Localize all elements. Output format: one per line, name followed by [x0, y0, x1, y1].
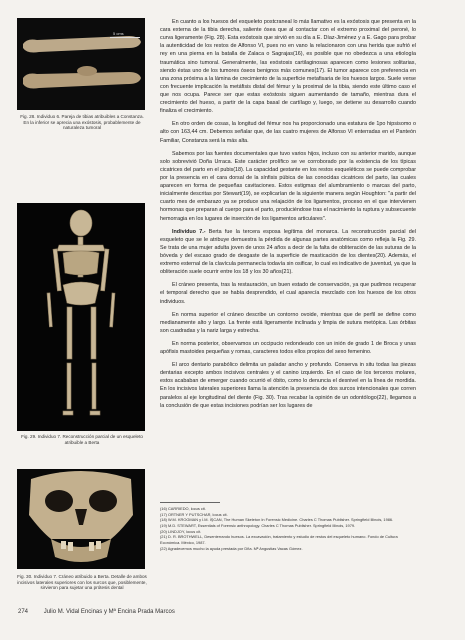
footnote: (19) M.D. STEWART, Essentials of Forensic anthropology. Charles C Thomas Publisher. Springfield Illinois, 1979.: [160, 522, 356, 528]
paragraph: El cráneo presenta, tras la restauración, un buen estado de conservación, ya que pudimos recuperar el temporal derecho que se había desprendido, el cual aparecía mezclado con los huesos de los otros individuos.: [160, 282, 416, 305]
figure-30-skull-photo: [17, 469, 145, 569]
footnotes: [160, 502, 416, 551]
paragraph: En norma posterior, observamos un occipucio redondeado con un inión de grado 1 de Broca y unas apófisis mastoides pequeñas y romas, caracteres todos ellos propios del sexo femenino.: [160, 340, 416, 356]
body-text: [160, 18, 416, 415]
authors: Julio M. Vidal Encinas y Mª Encina Prada Marcos: [43, 609, 175, 615]
scale-bar: [110, 37, 140, 38]
paragraph: En cuanto a los huesos del esqueleto postcraneal lo más llamativo es la exóstosis que presenta en la cara externa de la tibia derecha, saliente ósea que al contactar con el extremo proximal del peroné, lo curva ligeramente (Fig. 28). Esta exóstosis que sirvió en su día a E. Díaz-Jiménez y a E. Gago para probar la autenticidad de los restos de Alfonso VI, pues no en vano la relacionaron con una herida que sufrió el rey en una pierna en la batalla de Zalaca o Sagrajas(16), es posible que no obedezca a una etiología traumática sino tumoral. Generalmente, las exóstosis cartilaginosas aparecen como lesiones solitarias, siendo éstas uno de los tumores óseos benignos más comunes(17). El tumor aparece con preferencia en una zona próxima a la lámina de crecimiento de la superficie metafisaria de los huesos largos. Suele verse con frecuente implicación la metáfisis distal del fémur y la proximal de la tibia, siendo este último caso el que nos ocupa. Parece ser que estas exóstosis siguen aumentando de tamaño, mientras dura el crecimiento del hueso, a partir de la capa basal de cartílago y, luego, se detiene su desarrollo cuando finaliza el crecimiento.: [160, 19, 416, 115]
page-footer: [18, 609, 189, 615]
paragraph: Sabemos por las fuentes documentales que tuvo varios hijos, incluso con su anterior marido, aunque solo sobrevivió Doña Urraca. Este carácter prolífico se ve corroborado por la existencia de los típicas cicatrices del parto en el pubis(18). La capacidad gestante en los restos esqueléticos se puede comprobar por la presencia en el cara dorsal de la sínfisis púbica de las conocidas cicatrices del parto, las cuales aparecen en forma de pequeñas cavitaciones. Estos estigmas del alumbramiento o marcas del parto, inicialmente descritas por Stewart(19), se explicarían de la siguiente manera según Houghton: "a partir del cuarto mes de embarazo ya se produce una relajación de los ligamentos, proceso en el que intervienen hormonas que preparan al cuerpo para el parto, produciéndose tras el nacimiento la ruptura y subsecuente hemorragia en los lugares de inserción de los ligamentos articulares".: [160, 150, 416, 222]
skull-image: [17, 469, 145, 569]
footnote: (20) LINDJOY, locus cit.: [160, 528, 202, 534]
paragraph: En norma superior el cráneo describe un contorno ovoide, mientras que de perfil se define como medianamente alto y largo. La frente está ligeramente inclinada y limpia de sutura metópica. Las órbitas son cuadradas y la nariz larga y estrecha.: [160, 311, 416, 334]
tibias-image: [17, 18, 145, 110]
paragraph: El arco dentario parabólico delimita un paladar ancho y profundo. Conserva in situ todas las piezas dentarias excepto ambos incisivos centrales y el canino izquierdo. En el caso de los terceros molares, estos acababan de emerger cuando ocurrió el óbito, como lo denuncia el desnivel en la línea de mordida. En los incisivos laterales superiores llama la atención la presencia de dos surcos intencionales que corren paralelos al eje longitudinal del diente (Fig. 30). Tras recabar la opinión de un odontólogo(22), llegamos a la conclusión de que estas incisiones podrían ser los lugares de: [160, 362, 416, 409]
paragraph: [160, 228, 416, 277]
figure-29-skeleton-photo: [17, 203, 145, 431]
figure-29-caption: Fig. 29. Individuo 7. Reconstrucción parcial de un esqueleto atribuible a Berta: [21, 434, 143, 445]
skeleton-image: [17, 203, 145, 431]
figure-30-caption: Fig. 30. Individuo 7. Cráneo atribuido a Berta. Detalle de ambos incisivos laterales superiores con los surcos que, posiblemente, sirvieron para sujetar una prótesis dental: [17, 574, 147, 591]
footnote: (16) CARRIEDO, locus cit.: [160, 506, 206, 511]
figure-28-tibias-photo: [17, 18, 145, 110]
paragraph-text: Berta fue la tercera esposa legítima del monarca. La reconstrucción parcial del esqueleto que se le atribuye demuestra la pérdida de algunas partes anatómicas como refleja la Fig. 29. Se trata de una mujer adulta joven de unos 24 años a decir de la falta de obliteración de las suturas de la bóveda y del escaso grado de desgaste de la superficie de masticación de los dientes(20). Además, el extremo esternal de la clavícula permanecía todavía sin osificar, lo cual es indicativo de juventud, ya que la obliteración suele ocurrir entre los 18 y los 30 años(21).: [160, 228, 417, 276]
scale-label: 5 cms: [113, 31, 124, 36]
footnote-divider: [160, 502, 220, 503]
paragraph: En otro orden de cosas, la longitud del fémur nos ha proporcionado una estatura de 1po hipsisomo o alto con 163,44 cm. Debemos señalar que, de las cuatro mujeres de Alfonso VI enterradas en el Panteón Familiar, Constanza será la más alta.: [160, 121, 416, 144]
figure-28-caption: Fig. 28. Individuo 6. Pareja de tibias atribuibles a Constanza. En la inferior se aprecia una exóstosis, probablemente de naturaleza tumoral: [20, 114, 144, 131]
page-number: 274: [18, 609, 29, 615]
footnote: (21) D. R. BROTHWELL, Desenterrando huesos. La excavación, tratamiento y estudio de restos del esqueleto humano. Fondo de Cultura Económica. México, 1987.: [160, 534, 398, 545]
footnote: (18) W.M. KROGMAN y İ.M. İŞCAN, The Human Skeleton In Forensic Medicine. Charles C Thomas Publisher. Springfield Illinois, 1986.: [160, 517, 394, 523]
footnote: (17) ORTNER Y PUTSCHAR, locus cit.: [160, 511, 228, 517]
footnote: (22) Agradecemos mucho la ayuda prestada por Dña. Mª Angustias Vacas Gómez.: [160, 545, 303, 551]
section-lead: Individuo 7.-: [172, 228, 206, 235]
